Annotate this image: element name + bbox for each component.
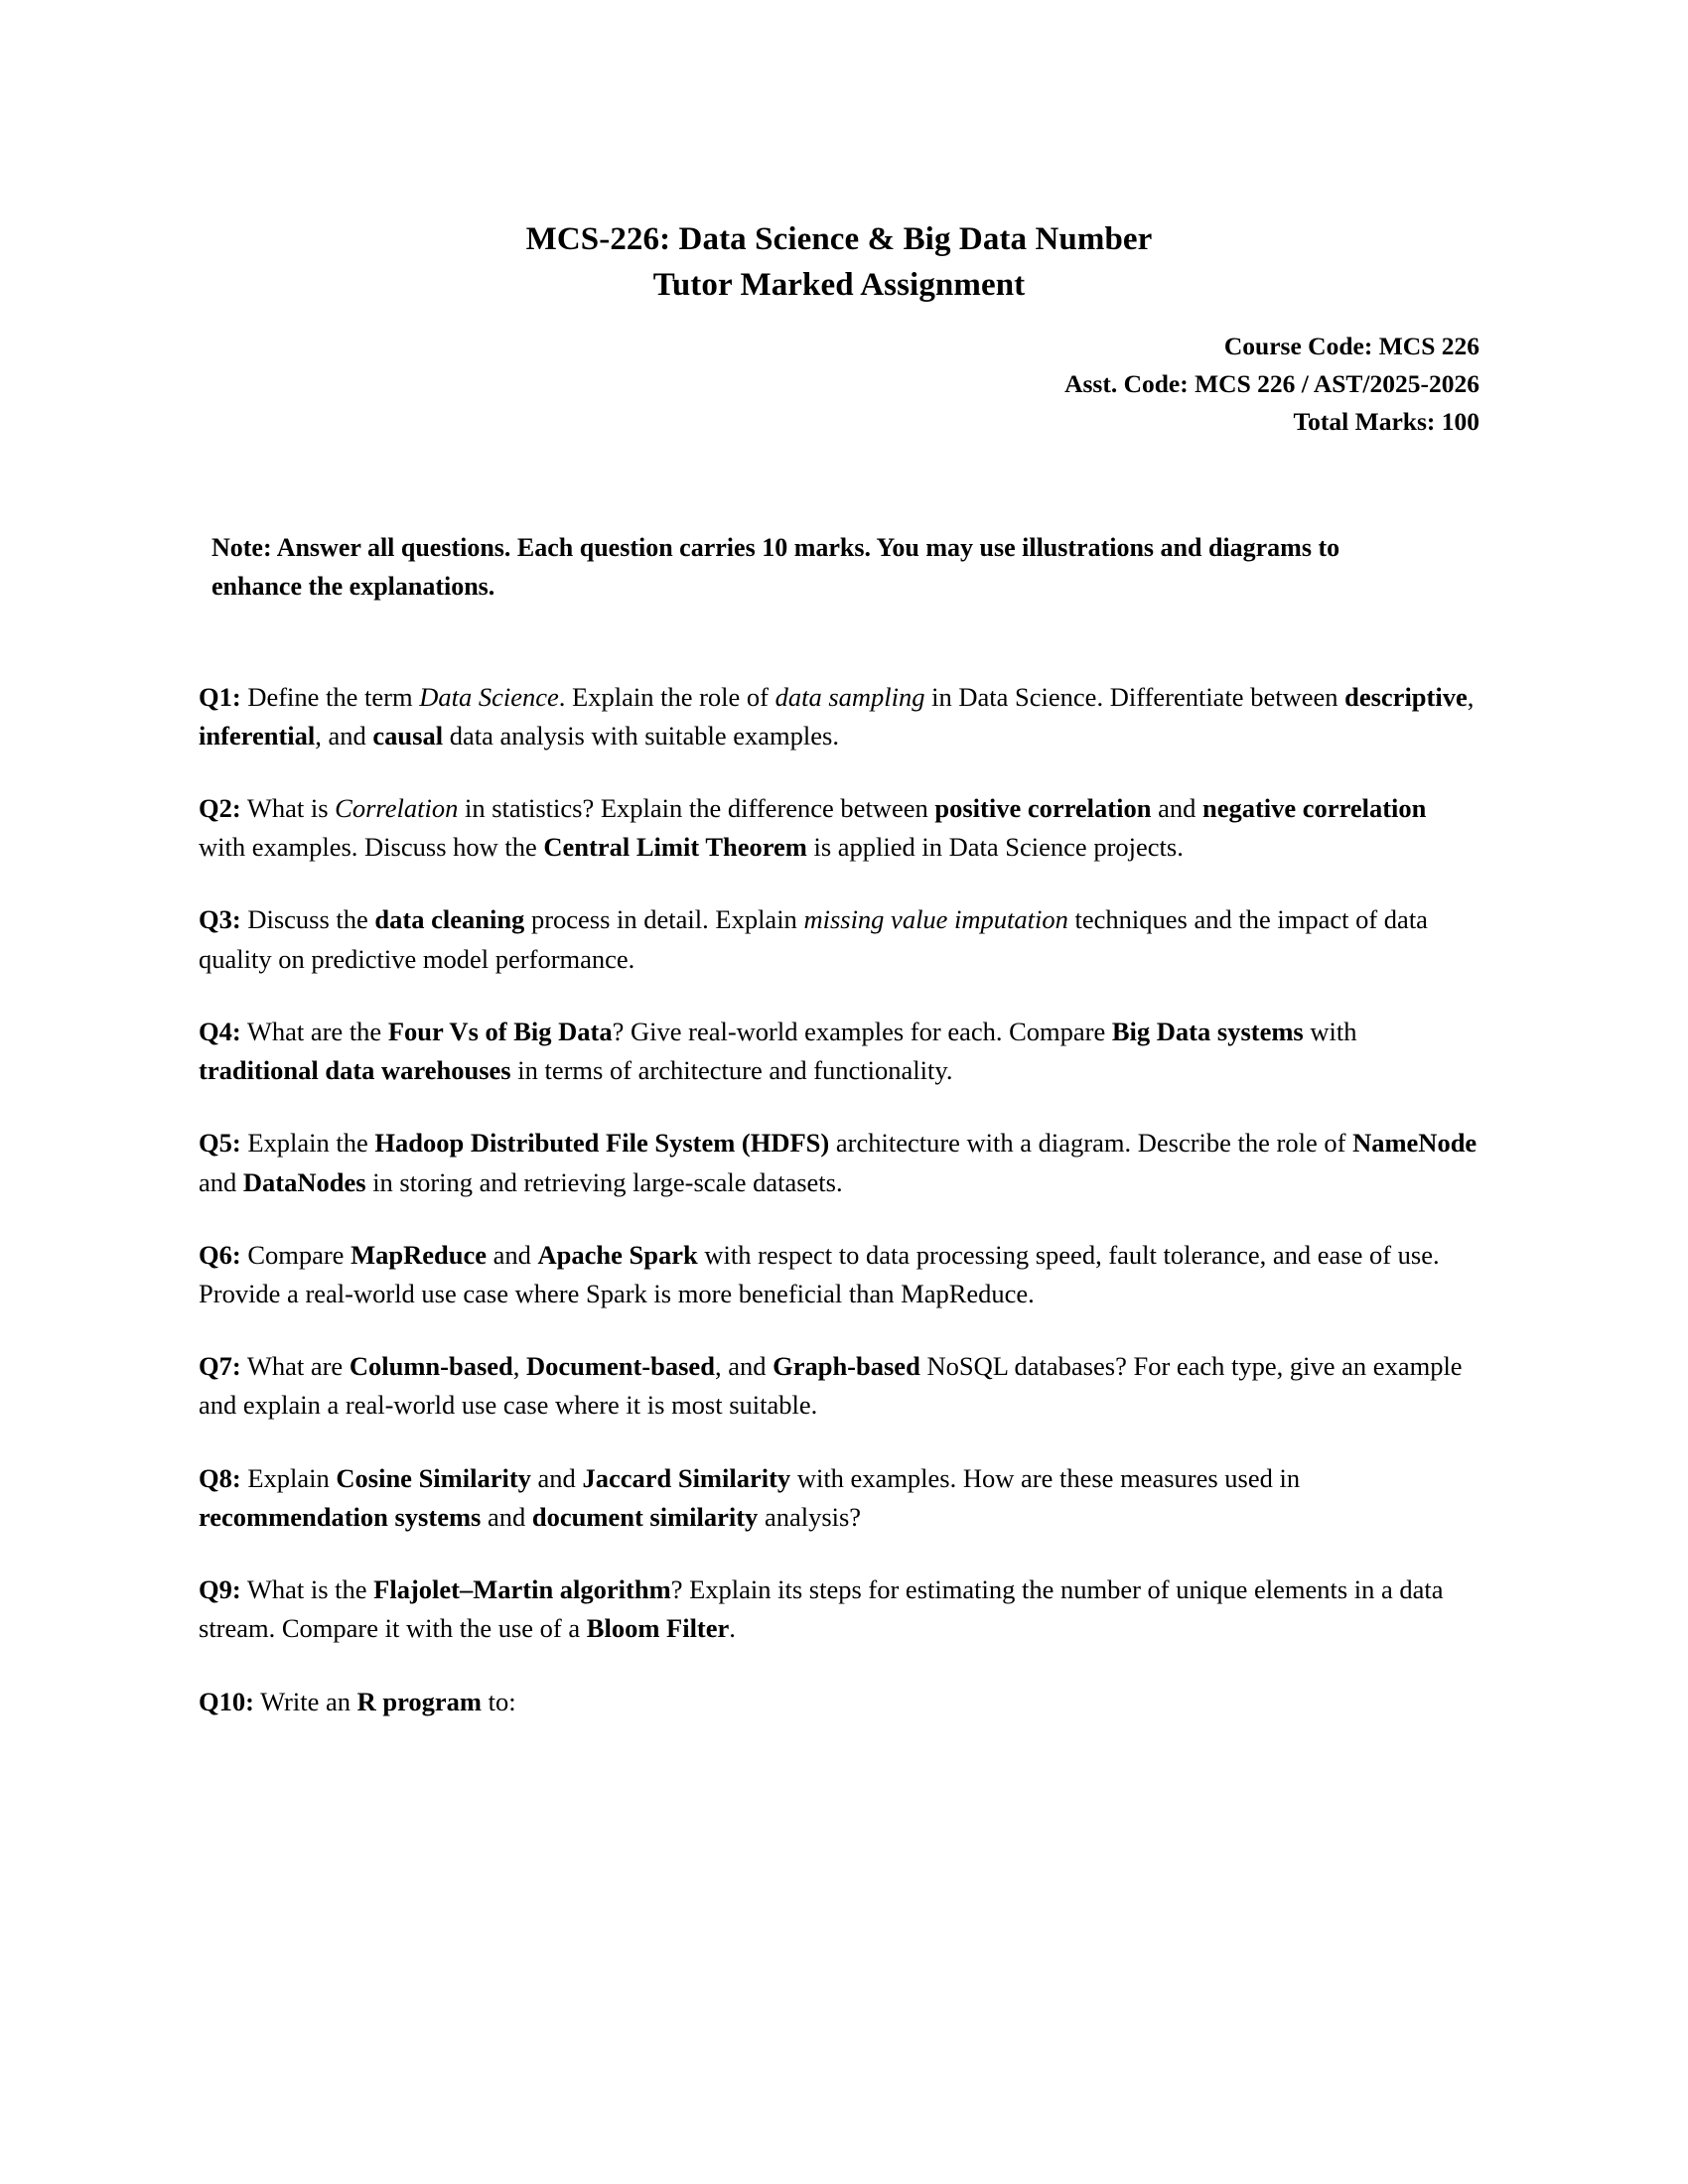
question-text-segment: , xyxy=(512,1351,527,1382)
document-content xyxy=(199,0,1479,1721)
question-text-segment: NoSQL databases? For each type, give an example and explain a real-world use case where it is most suitable. xyxy=(199,1351,1463,1421)
question-text-segment: NameNode xyxy=(1352,1128,1477,1159)
question-item xyxy=(199,1013,1479,1090)
question-text-segment: data cleaning xyxy=(374,904,525,935)
question-text-segment: Correlation xyxy=(335,793,459,824)
question-text-segment: missing value imputation xyxy=(803,904,1068,935)
questions-list xyxy=(199,678,1479,1721)
question-text-segment: document similarity xyxy=(531,1501,759,1532)
assignment-code-line: Asst. Code: MCS 226 / AST/2025-2026 xyxy=(1064,369,1479,399)
question-text-segment: in Data Science. Differentiate between xyxy=(924,681,1345,712)
page-title-line-1: MCS-226: Data Science & Big Data Number xyxy=(525,221,1153,257)
question-text-segment: Compare xyxy=(240,1239,352,1270)
question-text-segment: analysis? xyxy=(758,1501,862,1532)
question-text-segment: inferential xyxy=(199,720,316,751)
question-text-segment: , and xyxy=(714,1351,774,1382)
question-text-segment: Big Data systems xyxy=(1111,1016,1304,1046)
question-text-segment: Hadoop Distributed File System (HDFS) xyxy=(374,1128,830,1159)
course-code-line: Course Code: MCS 226 xyxy=(1223,332,1479,361)
question-text-segment: with respect to data processing speed, fault tolerance, and ease of use. Provide a real-world use case where Spark is more beneficial than MapReduce. xyxy=(199,1239,1440,1309)
question-text-segment: is applied in Data Science projects. xyxy=(806,832,1184,863)
instructions-note: Note: Answer all questions. Each question carries 10 marks. You may use illustrations and diagrams to enhance the explanations. xyxy=(211,532,1340,602)
question-text-segment: process in detail. Explain xyxy=(524,904,804,935)
question-label: Q8: xyxy=(199,1462,241,1493)
question-text-segment: . xyxy=(729,1613,736,1644)
question-text-segment: in storing and retrieving large-scale datasets. xyxy=(365,1166,843,1197)
question-text-segment: Discuss the xyxy=(240,904,375,935)
question-text-segment: , xyxy=(1467,681,1475,712)
question-text-segment: What are xyxy=(240,1351,350,1382)
question-text-segment: recommendation systems xyxy=(199,1501,482,1532)
question-text-segment: What is the xyxy=(240,1574,374,1605)
question-item xyxy=(199,900,1479,978)
question-text-segment: causal xyxy=(372,720,444,751)
assignment-meta-block xyxy=(199,328,1479,440)
question-text-segment: with examples. Discuss how the xyxy=(199,832,544,863)
question-text-segment: in terms of architecture and functionality. xyxy=(510,1055,953,1086)
question-text-segment: positive correlation xyxy=(934,793,1152,824)
question-text-segment: . Explain the role of xyxy=(558,681,775,712)
question-text-segment: Graph-based xyxy=(773,1351,920,1382)
question-text-segment: architecture with a diagram. Describe the role of xyxy=(829,1128,1353,1159)
question-item xyxy=(199,789,1479,867)
question-label: Q5: xyxy=(199,1128,241,1159)
question-text-segment: Apache Spark xyxy=(537,1239,698,1270)
question-text-segment: and xyxy=(199,1166,243,1197)
question-text-segment: MapReduce xyxy=(351,1239,487,1270)
question-text-segment: ? Give real-world examples for each. Compare xyxy=(612,1016,1112,1046)
question-text-segment: and xyxy=(481,1501,532,1532)
question-text-segment: and xyxy=(486,1239,538,1270)
question-text-segment: to: xyxy=(481,1686,516,1716)
question-label: Q10: xyxy=(199,1686,254,1716)
question-text-segment: techniques and the impact of data quality on predictive model performance. xyxy=(199,904,1428,974)
question-item xyxy=(199,1570,1479,1648)
question-text-segment: Data Science xyxy=(419,681,559,712)
question-label: Q6: xyxy=(199,1239,241,1270)
question-item xyxy=(199,1683,1479,1721)
question-text-segment: Four Vs of Big Data xyxy=(387,1016,613,1046)
question-text-segment: Define the term xyxy=(240,681,420,712)
question-text-segment: Document-based xyxy=(526,1351,715,1382)
question-text-segment: Explain xyxy=(240,1462,337,1493)
total-marks-line: Total Marks: 100 xyxy=(1293,406,1479,436)
question-text-segment: traditional data warehouses xyxy=(199,1055,511,1086)
question-text-segment: R program xyxy=(356,1686,482,1716)
question-text-segment: data sampling xyxy=(774,681,925,712)
question-label: Q3: xyxy=(199,904,241,935)
question-text-segment: and xyxy=(530,1462,583,1493)
question-text-segment: DataNodes xyxy=(242,1166,366,1197)
question-text-segment: Explain the xyxy=(240,1128,375,1159)
question-label: Q7: xyxy=(199,1351,241,1382)
question-text-segment: with xyxy=(1303,1016,1357,1046)
question-text-segment: , and xyxy=(315,720,373,751)
question-text-segment: What are the xyxy=(240,1016,388,1046)
question-text-segment: data analysis with suitable examples. xyxy=(443,720,839,751)
question-text-segment: ? Explain its steps for estimating the number of unique elements in a data stream. Compare it with the use of a xyxy=(199,1574,1444,1644)
question-label: Q4: xyxy=(199,1016,241,1046)
question-item xyxy=(199,678,1479,755)
question-text-segment: and xyxy=(1151,793,1202,824)
question-text-segment: Flajolet–Martin algorithm xyxy=(373,1574,671,1605)
document-title-block xyxy=(199,0,1479,308)
question-text-segment: in statistics? Explain the difference between xyxy=(458,793,935,824)
question-text-segment: Jaccard Similarity xyxy=(582,1462,791,1493)
question-text-segment: descriptive xyxy=(1344,681,1468,712)
question-label: Q2: xyxy=(199,793,241,824)
question-text-segment: Cosine Similarity xyxy=(336,1462,531,1493)
question-text-segment: negative correlation xyxy=(1201,793,1427,824)
question-item xyxy=(199,1124,1479,1201)
question-item xyxy=(199,1459,1479,1537)
question-item xyxy=(199,1236,1479,1313)
question-text-segment: Central Limit Theorem xyxy=(543,832,807,863)
question-text-segment: Column-based xyxy=(349,1351,513,1382)
question-text-segment: Bloom Filter xyxy=(586,1613,730,1644)
question-label: Q1: xyxy=(199,681,241,712)
question-item xyxy=(199,1347,1479,1425)
question-label: Q9: xyxy=(199,1574,241,1605)
page-title-line-2: Tutor Marked Assignment xyxy=(652,267,1026,304)
question-text-segment: Write an xyxy=(253,1686,357,1716)
question-text-segment: with examples. How are these measures used in xyxy=(790,1462,1301,1493)
question-text-segment: What is xyxy=(240,793,336,824)
